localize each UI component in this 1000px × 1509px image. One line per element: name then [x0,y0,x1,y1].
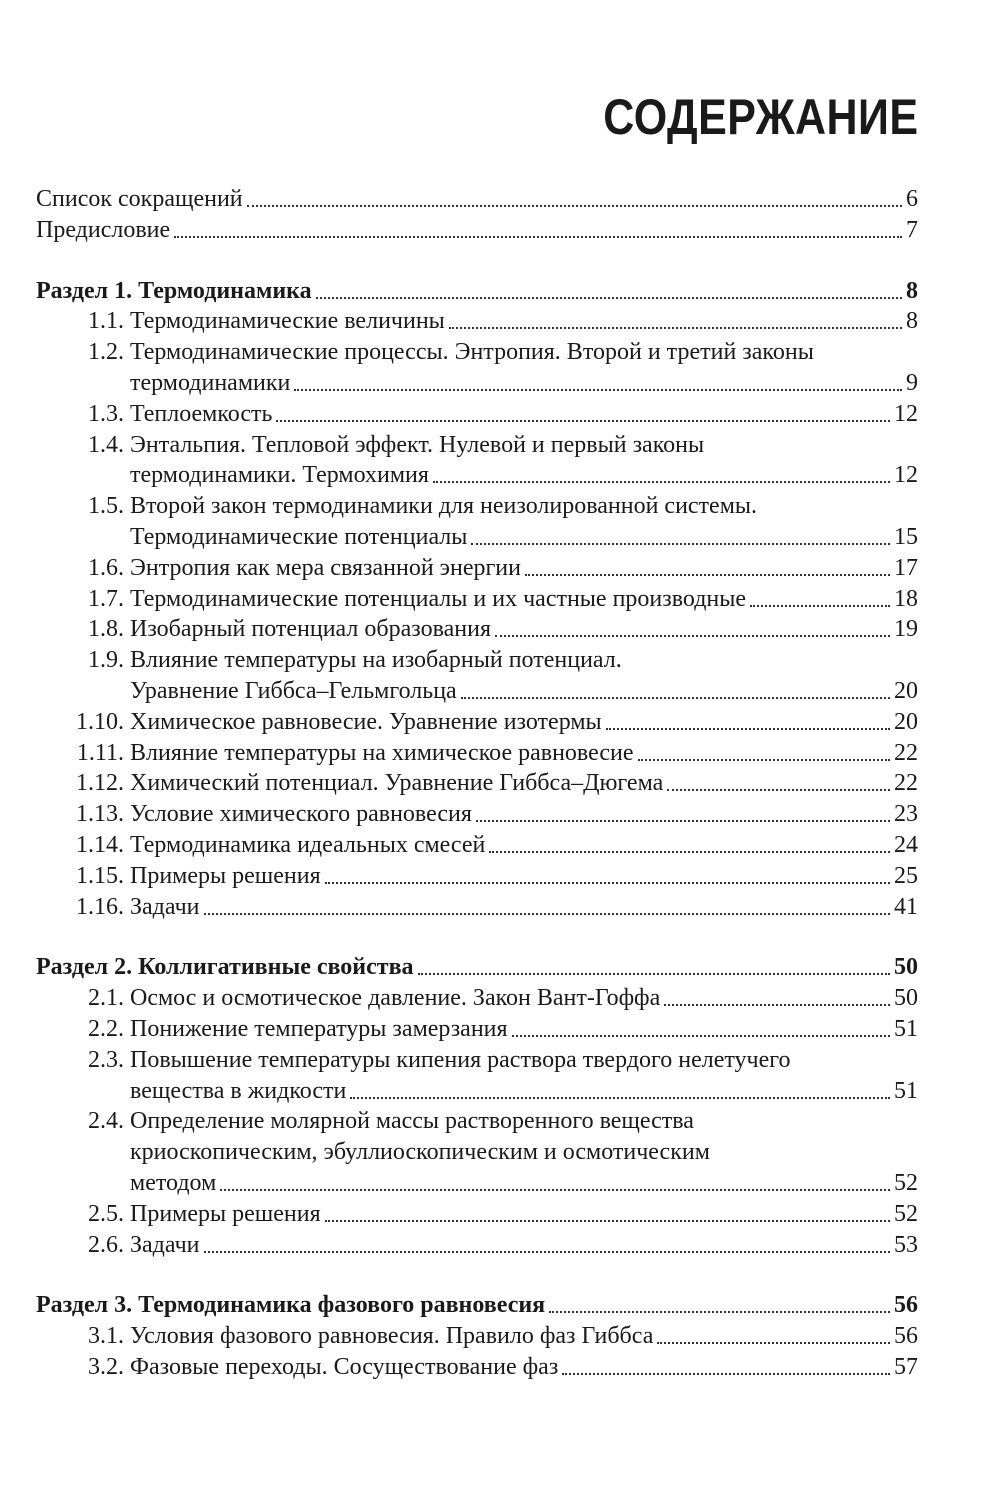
toc-entry-text: Раздел 3. Термодинамика фазового равновесия [36,1292,546,1319]
toc-item-number: 1.10. [76,708,124,735]
toc-line [130,1045,918,1075]
toc-item-number: 1.16. [76,893,124,920]
page-number: 12 [894,462,918,489]
toc-entry-text: Теплоемкость [130,400,273,427]
toc-entry-text: термодинамики. Термохимия [130,462,429,489]
toc-entry-text: Термодинамические процессы. Энтропия. Второй и третий законы [130,339,814,366]
toc-line [130,522,918,552]
dot-leader [316,296,902,299]
toc-line [36,276,918,306]
dot-leader [325,881,890,884]
toc-line [130,1352,918,1382]
toc-line [130,491,918,521]
dot-leader [204,1250,891,1253]
toc-entry-text: Условия фазового равновесия. Правило фаз Гиббса [130,1323,654,1350]
dot-leader [657,1341,890,1344]
toc-line [130,768,918,798]
toc-item-number: 2.6. [88,1231,124,1258]
page-number: 15 [894,524,918,550]
page-number: 8 [906,277,918,304]
toc-line [130,830,918,860]
toc-item-number: 1.5. [88,493,124,520]
toc-entry-text: Раздел 2. Коллигативные свойства [36,954,414,981]
page-number: 57 [894,1354,918,1380]
dot-leader [476,819,890,822]
toc-line [130,614,918,644]
dot-leader [433,480,890,483]
toc-entry-text: Термодинамические величины [130,308,445,335]
toc-line [130,799,918,829]
toc-entry-text: методом [130,1170,217,1196]
page-number: 19 [894,616,918,643]
toc-line [130,368,918,398]
dot-leader [461,696,890,699]
dot-leader [750,604,890,607]
toc-entry-text: Список сокращений [36,186,243,212]
toc-line [130,983,918,1013]
toc-entry-text: Задачи [130,893,200,920]
toc-line [36,1290,918,1320]
toc-item-number: 1.13. [76,801,124,828]
toc-line [36,215,918,245]
toc-item-number: 1.3. [88,400,124,427]
toc-item-number: 1.1. [88,308,124,335]
page-number: 53 [894,1231,918,1258]
toc-item-number: 3.2. [88,1354,124,1380]
toc-item-number: 2.3. [88,1046,124,1073]
page-title: СОДЕРЖАНИЕ [602,89,918,145]
page-number: 8 [906,308,918,335]
toc-entry-text: Термодинамические потенциалы и их частные производные [130,585,747,612]
toc-entry-text: Химическое равновесие. Уравнение изотермы [130,708,602,735]
toc-entry-text: Примеры решения [130,1200,321,1227]
page-number: 20 [894,708,918,735]
dot-leader [471,542,890,545]
toc-item-number: 1.12. [76,770,124,797]
toc-entry-text: Предисловие [36,216,171,243]
page-number: 25 [894,862,918,889]
toc-entry-text: Осмос и осмотическое давление. Закон Вант-Гоффа [130,985,661,1012]
toc-entry-text: Задачи [130,1231,200,1258]
toc-line [130,1076,918,1106]
page-number: 7 [906,216,918,243]
toc-line [130,1321,918,1351]
page-number: 50 [894,954,918,981]
toc-line [130,1014,918,1044]
toc-item-number: 1.2. [88,339,124,366]
dot-leader [294,388,902,391]
toc-item-number: 2.5. [88,1200,124,1227]
dot-leader [664,1003,890,1006]
dot-leader [276,419,890,422]
page-number: 52 [894,1170,918,1196]
toc-line [130,460,918,490]
toc-entry-text: Фазовые переходы. Сосуществование фаз [130,1354,559,1380]
toc-entry-text: криоскопическим, эбуллиоскопическим и осмотическим [130,1139,710,1166]
toc-entry-text: Понижение температуры замерзания [130,1016,508,1042]
toc-item-number: 1.8. [88,616,124,643]
toc-line [130,1106,918,1136]
page-number: 22 [894,739,918,766]
toc-line [130,676,918,706]
toc-entry-text: Термодинамика идеальных смесей [130,832,486,858]
page-number: 17 [894,554,918,581]
page-number: 6 [906,186,918,212]
toc-line [130,553,918,583]
page-number: 23 [894,801,918,828]
page-number: 51 [894,1077,918,1104]
dot-leader [325,1219,890,1222]
toc-item-number: 2.4. [88,1108,124,1135]
toc-line [130,1137,918,1167]
toc-item-number: 1.11. [76,739,124,766]
page-number: 56 [894,1323,918,1350]
dot-leader [667,788,890,791]
toc-line [130,430,918,460]
dot-leader [220,1188,890,1191]
toc-line [130,399,918,429]
toc-item-number: 2.2. [88,1016,124,1042]
toc-line [130,707,918,737]
page-number: 52 [894,1200,918,1227]
dot-leader [495,634,890,637]
toc-item-number: 2.1. [88,985,124,1012]
dot-leader [562,1372,890,1375]
page-number: 51 [894,1016,918,1042]
page-number: 12 [894,400,918,427]
page-number: 20 [894,678,918,704]
toc-line [130,645,918,675]
toc-line [130,1168,918,1198]
toc-line [130,337,918,367]
dot-leader [418,972,890,975]
toc-line [130,892,918,922]
toc-entry-text: термодинамики [130,370,291,396]
toc-line [130,1230,918,1260]
dot-leader [606,727,890,730]
toc-entry-text: Влияние температуры на изобарный потенциал. [130,647,622,674]
toc-line [130,738,918,768]
dot-leader [512,1034,890,1037]
toc-entry-text: Второй закон термодинамики для неизолированной системы. [130,493,758,520]
dot-leader [549,1310,890,1313]
dot-leader [449,326,902,329]
toc-entry-text: Изобарный потенциал образования [130,616,491,643]
toc-entry-text: Термодинамические потенциалы [130,524,468,550]
dot-leader [525,573,890,576]
toc-entry-text: вещества в жидкости [130,1077,347,1104]
page-number: 9 [906,370,918,396]
toc-line [130,861,918,891]
toc-entry-text: Энтропия как мера связанной энергии [130,554,521,581]
page-number: 41 [894,893,918,920]
toc-item-number: 3.1. [88,1323,124,1350]
toc-entry-text: Энтальпия. Тепловой эффект. Нулевой и первый законы [130,431,705,458]
page-number: 24 [894,832,918,858]
toc-line [130,584,918,614]
dot-leader [174,235,902,238]
toc-item-number: 1.6. [88,554,124,581]
dot-leader [204,912,891,915]
page-number: 22 [894,770,918,797]
toc-entry-text: Химический потенциал. Уравнение Гиббса–Дюгема [130,770,664,797]
toc-entry-text: Примеры решения [130,862,321,889]
toc-item-number: 1.9. [88,647,124,674]
dot-leader [638,758,890,761]
toc-line [36,184,918,214]
page-number: 50 [894,985,918,1012]
toc-entry-text: Уравнение Гиббса–Гельмгольца [130,678,457,704]
dot-leader [489,850,890,853]
toc-entry-text: Раздел 1. Термодинамика [36,277,312,304]
page-number: 56 [894,1292,918,1319]
toc-entry-text: Условие химического равновесия [130,801,472,828]
dot-leader [247,204,902,207]
toc-entry-text: Влияние температуры на химическое равновесие [130,739,634,766]
dot-leader [350,1096,890,1099]
page-number: 18 [894,585,918,612]
toc-entry-text: Повышение температуры кипения раствора твердого нелетучего [130,1046,791,1073]
toc-line [36,952,918,982]
toc-item-number: 1.7. [88,585,124,612]
toc-item-number: 1.4. [88,431,124,458]
toc-line [130,306,918,336]
toc-item-number: 1.15. [76,862,124,889]
toc-entry-text: Определение молярной массы растворенного вещества [130,1108,694,1135]
toc-item-number: 1.14. [76,832,124,858]
toc-line [130,1199,918,1229]
